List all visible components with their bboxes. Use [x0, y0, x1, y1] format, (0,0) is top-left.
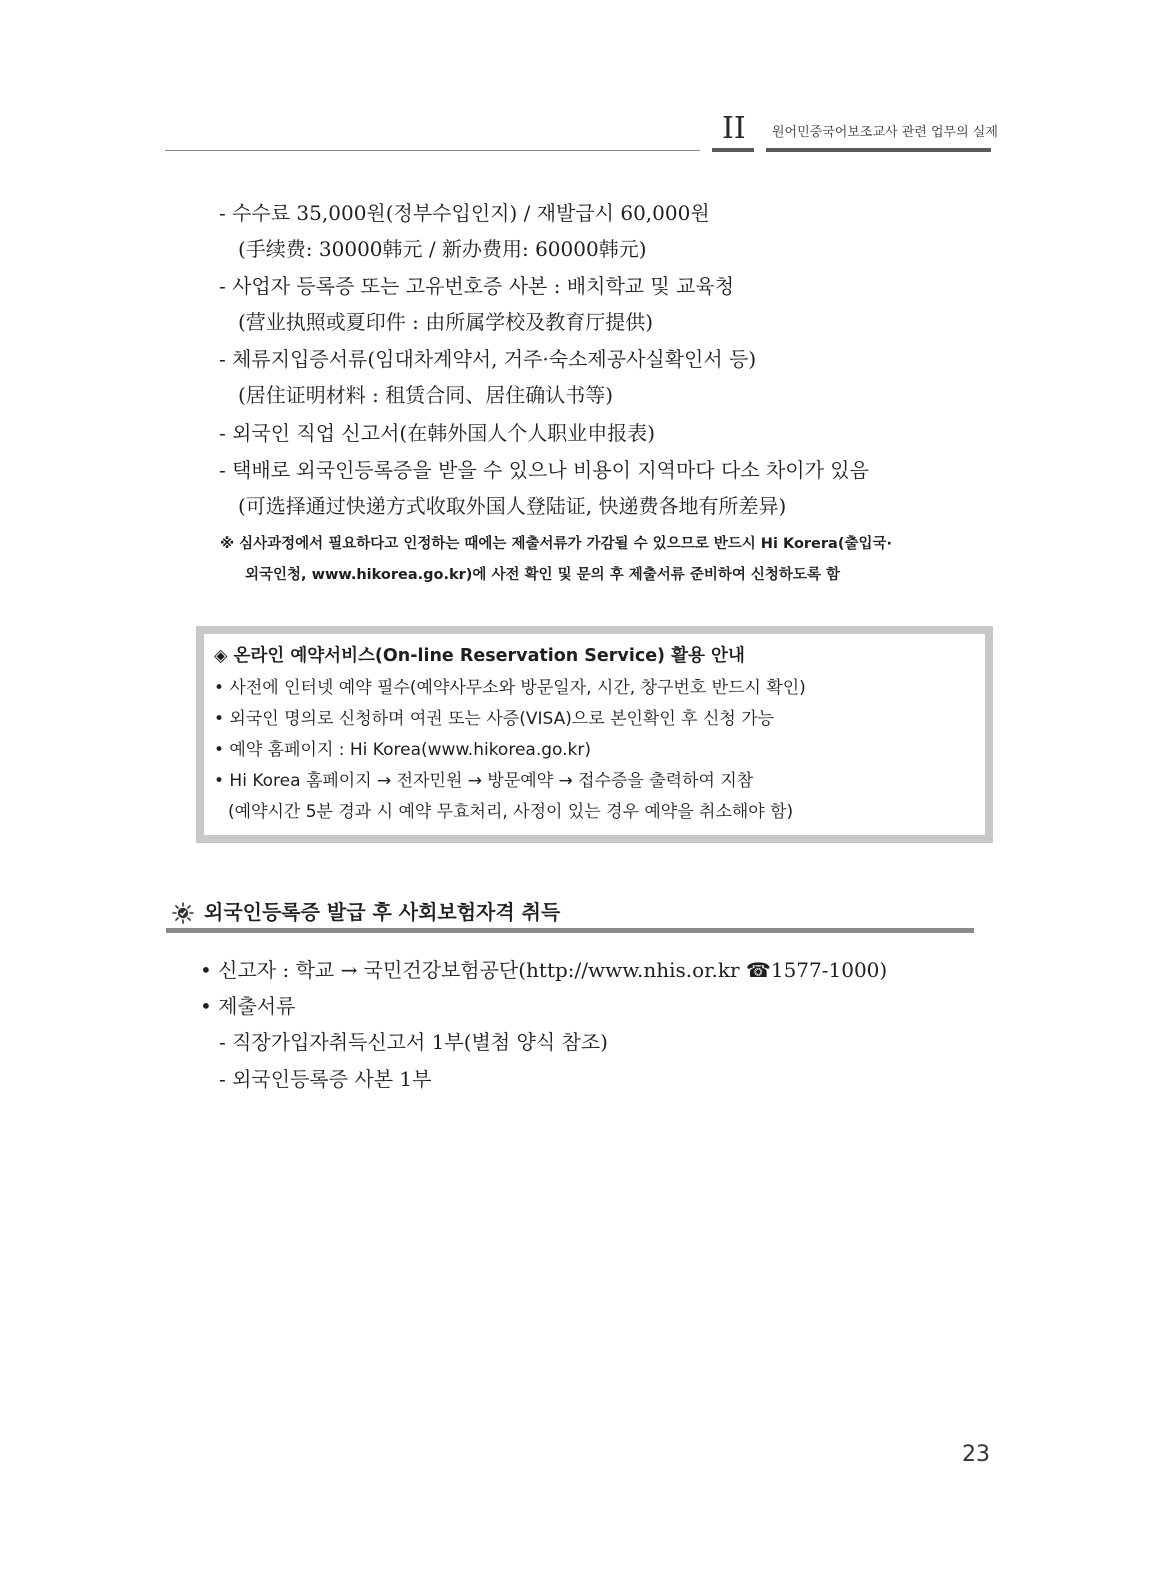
- note-line-2: 외국인청, www.hikorea.go.kr)에 사전 확인 및 문의 후 제출서류 준비하여 신청하도록 함: [245, 567, 840, 583]
- section-document-item: - 직장가입자취득신고서 1부(별첨 양식 참조): [219, 1030, 608, 1054]
- item-fee: - 수수료 35,000원(정부수입인지) / 재발급시 60,000원: [219, 201, 710, 225]
- chapter-numeral: II: [722, 111, 746, 146]
- running-header-title: 원어민중국어보조교사 관련 업무의 실제: [772, 125, 998, 140]
- section-documents-label: • 제출서류: [200, 994, 296, 1018]
- box-line: • 예약 홈페이지 : Hi Korea(www.hikorea.go.kr): [214, 740, 591, 760]
- page-number: 23: [962, 1442, 990, 1467]
- box-line: • 외국인 명의로 신청하며 여권 또는 사증(VISA)으로 본인확인 후 신청 가능: [214, 709, 775, 729]
- item-courier-delivery-translation: (可选择通过快递方式收取外国人登陆证, 快递费各地有所差异): [238, 494, 787, 518]
- box-line: (예약시간 5분 경과 시 예약 무효처리, 사정이 있는 경우 예약을 취소해야 함): [228, 802, 794, 822]
- note-line-1: ※ 심사과정에서 필요하다고 인정하는 때에는 제출서류가 가감될 수 있으므로 반드시 Hi Korera(출입국·: [220, 536, 892, 552]
- chapter-numeral-bar: [712, 148, 754, 152]
- box-line: • 사전에 인터넷 예약 필수(예약사무소와 방문일자, 시간, 창구번호 반드시 확인): [214, 678, 806, 698]
- box-line: • Hi Korea 홈페이지 → 전자민원 → 방문예약 → 접수증을 출력하여 지참: [214, 771, 754, 791]
- item-fee-translation: (手续费: 30000韩元 / 新办费用: 60000韩元): [238, 237, 647, 261]
- item-business-registration-translation: (营业执照或夏印件 : 由所属学校及教育厅提供): [238, 310, 654, 334]
- section-title-underline: [166, 928, 974, 933]
- section-document-item: - 외국인등록증 사본 1부: [219, 1067, 432, 1091]
- section-title: 외국인등록증 발급 후 사회보험자격 취득: [204, 900, 561, 924]
- item-courier-delivery: - 택배로 외국인등록증을 받을 수 있으나 비용이 지역마다 다소 차이가 있음: [219, 458, 869, 482]
- header-rule-left: [165, 150, 700, 151]
- sun-check-icon: [172, 902, 194, 924]
- section-reporter-line: • 신고자 : 학교 → 국민건강보험공단(http://www.nhis.or.kr ☎1577-1000): [200, 958, 888, 982]
- item-residence-proof-translation: (居住证明材料 : 租赁合同、居住确认书等): [238, 383, 614, 407]
- item-residence-proof: - 체류지입증서류(임대차계약서, 거주·숙소제공사실확인서 등): [219, 347, 757, 371]
- item-business-registration: - 사업자 등록증 또는 고유번호증 사본 : 배치학교 및 교육청: [219, 274, 735, 298]
- box-title: ◈ 온라인 예약서비스(On-line Reservation Service) 활용 안내: [214, 646, 745, 666]
- item-occupation-report: - 외국인 직업 신고서(在韩外国人个人职业申报表): [219, 421, 655, 445]
- header-rule-right: [766, 148, 991, 152]
